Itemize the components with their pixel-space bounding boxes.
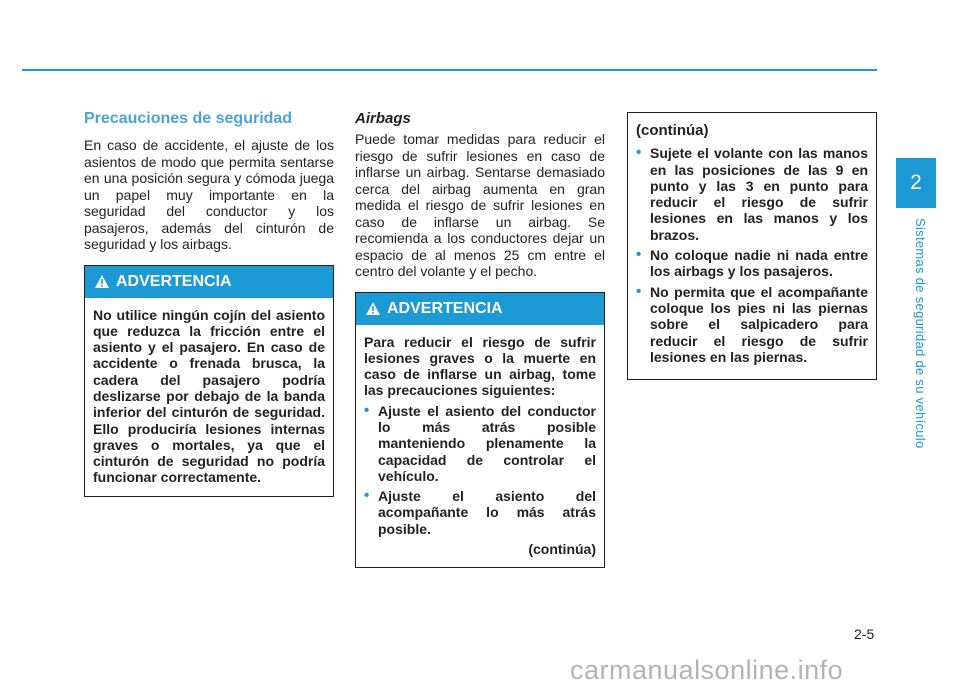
- warning-heading: ADVERTENCIA: [116, 272, 232, 290]
- bullet-icon: •: [636, 246, 642, 264]
- airbags-paragraph: Puede tomar medidas para reducir el riesgo de sufrir lesiones en caso de inflarse un airbag. Sentarse demasiado cerca del airbag aumenta en gran medida el riesgo de sufrir lesiones en caso de inflarse un airbag. Se recomienda a los conductores dejar un espacio de al menos 25 cm entre el centro del volante y el pecho.: [355, 131, 605, 279]
- warning-box-cushion: [84, 265, 334, 497]
- chapter-side-label: Sistemas de seguridad de su vehículo: [913, 218, 928, 449]
- column-right: [627, 112, 877, 380]
- watermark: carmanualsonline.info: [570, 655, 844, 685]
- bullet-icon: •: [636, 144, 642, 162]
- chapter-number: 2: [910, 171, 922, 194]
- list-item: • Sujete el volante con las manos en las posiciones de las 9 en punto y las 3 en punto para reducir el riesgo de sufrir lesiones en las manos y los brazos.: [636, 144, 868, 243]
- section-title: Precauciones de seguridad: [84, 110, 293, 127]
- bullet-icon: •: [364, 401, 370, 419]
- warning-triangle-icon: [366, 302, 380, 315]
- warning-box-continued: [627, 112, 877, 380]
- warning-text: No utilice ningún cojín del asiento que reduzca la fricción entre el asiento y el pasajero. En caso de accidente o frenada brusca, la cadera del pasajero podría deslizarse por debajo de la banda inferior del cinturón de seguridad. Ello produciría lesiones internas graves o mortales, ya que el cinturón de seguridad no podría funcionar correctamente.: [93, 306, 325, 486]
- column-left: [84, 110, 334, 497]
- list-item: • Ajuste el asiento del acompañante lo más atrás posible.: [364, 487, 596, 537]
- intro-paragraph: En caso de accidente, el ajuste de los asientos de modo que permita sentarse en una posición segura y cómoda juega un papel muy importante en la seguridad del conductor y los pasajeros, además del cinturón de seguridad y los airbags.: [84, 137, 334, 252]
- warning-bullet-list: [364, 403, 596, 537]
- warning-body: [628, 113, 876, 379]
- bullet-icon: •: [636, 282, 642, 300]
- bullet-icon: •: [364, 487, 370, 505]
- column-middle: [355, 110, 605, 568]
- warning-box-airbag: [355, 292, 605, 569]
- warning-body: [356, 325, 604, 568]
- warning-header: [356, 293, 604, 325]
- list-item: • No permita que el acompañante coloque los pies ni las piernas sobre el salpicadero para reducir el riesgo de sufrir lesiones en las piernas.: [636, 282, 868, 365]
- airbags-title: Airbags: [355, 110, 411, 127]
- list-item: • No coloque nadie ni nada entre los airbags y los pasajeros.: [636, 246, 868, 280]
- header-rule: [22, 69, 877, 71]
- list-item: • Ajuste el asiento del conductor lo más atrás posible manteniendo plenamente la capacidad de controlar el vehículo.: [364, 401, 596, 484]
- warning-bullet-list: [636, 145, 868, 365]
- warning-intro: Para reducir el riesgo de sufrir lesiones graves o la muerte en caso de inflarse un airbag, tome las precauciones siguientes:: [364, 333, 596, 399]
- warning-heading: ADVERTENCIA: [387, 299, 503, 317]
- continued-heading: (continúa): [636, 122, 709, 139]
- continues-label: (continúa): [528, 541, 596, 558]
- warning-triangle-icon: [95, 275, 109, 288]
- chapter-tab: [896, 158, 936, 208]
- warning-body: [85, 298, 333, 496]
- warning-header: [85, 266, 333, 298]
- page-number: 2-5: [854, 626, 875, 642]
